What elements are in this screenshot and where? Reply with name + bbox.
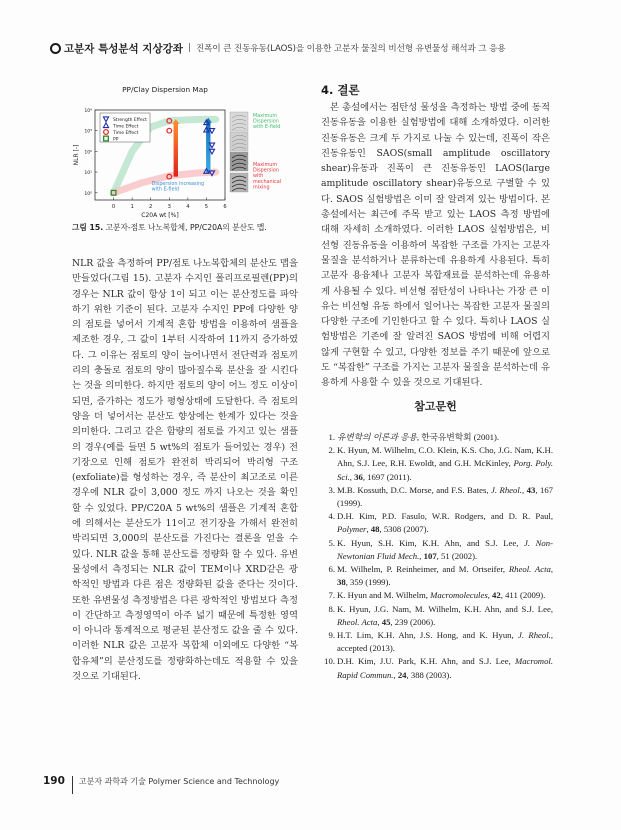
- figure-15: [60, 82, 305, 218]
- x-tick-label: 4: [186, 204, 190, 210]
- legend-label: Time Effect: [113, 130, 139, 136]
- reference-title: 유변학의 이론과 응용,: [337, 432, 420, 442]
- reference-number: 6.: [328, 564, 335, 575]
- annotation-line: with: [253, 173, 264, 180]
- legend-label: Time Effect: [113, 124, 139, 130]
- reference-volume: 24: [397, 669, 407, 680]
- series-title: 고분자 특성분석 지상강좌: [64, 42, 183, 55]
- x-axis-label: C20A wt [%]: [141, 212, 179, 218]
- left-column: [72, 256, 298, 684]
- right-column: [321, 100, 550, 391]
- reference-volume: 43: [526, 484, 536, 495]
- reference-number: 5.: [328, 537, 335, 548]
- header-separator: |: [187, 43, 191, 53]
- reference-volume: 45: [381, 616, 391, 627]
- references-title: 참고문헌: [414, 400, 457, 413]
- section-title-conclusion: 4. 결론: [321, 83, 360, 97]
- reference-journal: J. Rheol.: [491, 484, 522, 495]
- reference-volume: 48: [370, 524, 380, 535]
- x-tick-label: 0: [111, 204, 116, 210]
- reference-journal: J. Non-Newtonian Fluid Mech.: [337, 537, 553, 561]
- conclusion-paragraph: 본 총설에서는 점탄성 물성을 측정하는 방법 중에 동적진동유동을 이용한 실험방법에 대해 소개하였다. 이러한 진동유동은 크게 두 가지로 나눌 수 있는데, 진폭이 작은 진동유동인 SAOS(small amplitude oscillatory shear)유동과 진폭이 큰 진동유동인 LAOS(large amplitude oscillatory shear)유동으로 구별할 수 있다. SAOS 실험방법은 이미 잘 알려져 있는 방법이다. 본 총설에서는 최근에 주목 받고 있는 LAOS 측정 방법에 대해 자세히 소개하였다. 이러한 LAOS 실험방법은, 비선형 진동유동을 이용하여 복잡한 구조를 가지는 고분자물질을 분석하거나 분류하는데 유용하게 사용된다. 특히 고분자 용융체나 고분자 복합재료를 분석하는데 유용하게 사용될 수 있다. 비선형 점탄성이 나타나는 가장 큰 이유는 비선형 유동 하에서 일어나는 복잡한 고분자 물질의 다양한 구조에 기인한다고 할 수 있다. 특히나 LAOS 실험방법은 기존에 잘 알려진 SAOS 방법에 비해 어렵지 않게 구현할 수 있고, 다양한 정보를 주기 때문에 앞으로도 “복잡한” 구조를 가지는 고분자 물질을 분석하는데 유용하게 사용할 수 있을 것으로 기대된다.: [321, 102, 550, 389]
- annotation-line: Maximum: [253, 113, 278, 119]
- reference-number: 10.: [324, 656, 335, 667]
- annotation-line: Dispersion: [253, 118, 279, 125]
- page-number: 190: [43, 775, 65, 787]
- reference-number: 1.: [328, 432, 335, 442]
- reference-number: 8.: [328, 603, 335, 614]
- reference-number: 2.: [328, 445, 335, 456]
- y-tick-label: 10²: [84, 150, 92, 156]
- y-tick-label: 10⁰: [84, 191, 92, 197]
- annotation-line: Maximum: [253, 162, 278, 168]
- body-paragraph: NLR 값을 측정하여 PP/점토 나노복합체의 분산도 맵을 만들었다(그림 15). 고분자 수지인 폴리프로필렌(PP)의 경우는 NLR 값이 항상 1이 되고 이는 분산정도를 파악하기 위한 기준이 된다. 고분자 수지인 PP에 다양한 양의 점토를 넣어서 기계적 혼합 방법을 이용하여 샘플을 제조한 경우, 그 값이 1부터 시작하여 11까지 증가하였다. 그 이유는 점토의 양이 늘어나면서 전단력과 점토끼리의 충돌로 점토의 양이 많아질수록 분산을 잘 시킨다는 것을 의미한다. 하지만 점토의 양이 어느 정도 이상이 되면, 증가하는 정도가 평형상태에 도달한다. 즉 점토의 양을 더 넣어서는 분산도 향상에는 한계가 있다는 것을 의미한다. 그리고 같은 함량의 점토를 가지고 있는 샘플의 경우(예를 들면 5 wt%의 점토가 들어있는 경우) 전기장으로 인해 점토가 완전히 박리되어 박리형 구조(exfoliate)를 형성하는 경우, 즉 분산이 최고조로 이른 경우에 NLR 값이 3,000 정도 까지 나오는 것을 확인 할 수 있었다. PP/C20A 5 wt%의 샘플은 기계적 혼합에 의해서는 분산도가 11이고 전기장을 가해서 완전히 박리되면 3,000의 분산도를 가진다는 결론을 얻을 수 있다. NLR 값을 통해 분산도를 정량화 할 수 있다. 유변물성에서 측정되는 NLR 값이 TEM이나 XRD같은 광학적인 방법과 다른 점은 정량화된 값을 준다는 것이다. 또한 유변물성 측정방법은 다른 광학적인 방법보다 측정이 간단하고 측정영역이 아주 넓기 때문에 특정한 영역이 아니라 통계적으로 평균된 분산정도 값을 줄 수 있다. 이러한 NLR 값은 고분자 복합체 이외에도 다양한 “복합유체”의 분산정도를 정량화하는데도 적용할 수 있을 것으로 기대된다.: [72, 258, 298, 683]
- reference-journal: Polymer: [337, 524, 367, 535]
- chart-title: PP/Clay Dispersion Map: [122, 85, 208, 94]
- x-tick-label: 3: [167, 204, 171, 210]
- y-tick-label: 10¹: [84, 171, 92, 177]
- annotation-max-mixing: [253, 162, 281, 190]
- x-tick-label: 2: [149, 204, 153, 210]
- reference-item: 6. M. Wilhelm, P. Reinheimer, and M. Ortseifer, Rheol. Acta, 38, 359 (1999).: [325, 563, 553, 589]
- caption-label: 그림 15.: [72, 223, 104, 232]
- reference-journal: Rheol. Acta: [337, 616, 378, 627]
- caption-text: 고분자-점토 나노복합체, PP/C20A의 분산도 맵.: [103, 223, 267, 232]
- figure-caption: [72, 222, 267, 233]
- annotation-dispersion-increasing: [152, 181, 205, 193]
- reference-item: 10. D.H. Kim, J.U. Park, K.H. Ahn, and S.J. Lee, Macromol. Rapid Commun., 24, 388 (2003).: [325, 655, 553, 681]
- footer-divider: [72, 776, 73, 794]
- reference-item: 3. M.B. Kossuth, D.C. Morse, and F.S. Bates, J. Rheol., 43, 167 (1999).: [325, 484, 553, 510]
- reference-number: 7.: [328, 590, 335, 601]
- reference-number: 9.: [328, 630, 335, 641]
- annotation-line: mixing: [253, 184, 270, 191]
- reference-number: 3.: [328, 484, 335, 495]
- reference-item: 2. K. Hyun, M. Wilhelm, C.O. Klein, K.S. Cho, J.G. Nam, K.H. Ahn, S.J. Lee, R.H. Ewoldt, and G.H. McKinley, Porg. Poly. Sci., 36, 1697 (2011).: [325, 444, 553, 484]
- reference-item: 8. K. Hyun, J.G. Nam, M. Wilhelm, K.H. Ahn, and S.J. Lee, Rheol. Acta, 45, 239 (2006).: [325, 603, 553, 629]
- annotation-line: mechanical: [253, 178, 282, 185]
- y-axis-label: NLR [-]: [73, 144, 80, 166]
- data-point: [167, 128, 172, 133]
- reference-item: 1. 유변학의 이론과 응용, 한국유변학회 (2001).: [325, 431, 553, 444]
- reference-journal: Porg. Poly. Sci.: [337, 458, 553, 482]
- reference-volume: 42: [492, 590, 501, 601]
- arrow-shaft: [174, 123, 178, 177]
- reference-item: 5. K. Hyun, S.H. Kim, K.H. Ahn, and S.J. Lee, J. Non-Newtonian Fluid Mech., 107, 51 (2002).: [325, 537, 553, 563]
- y-tick-label: 10³: [84, 129, 92, 135]
- reference-volume: 107: [423, 550, 437, 561]
- reference-journal: J. Rheol.: [518, 630, 551, 641]
- annotation-line: with E-field: [151, 186, 179, 193]
- dispersion-map-chart: [60, 82, 305, 218]
- reference-journal: Macromol. Rapid Commun.: [337, 656, 553, 680]
- reference-journal: Rheol. Acta: [508, 564, 551, 575]
- x-tick-label: 1: [130, 204, 134, 210]
- article-title: 진폭이 큰 진동유동(LAOS)을 이용한 고분자 물질의 비선형 유변물성 해석과 그 응용: [195, 44, 506, 54]
- legend-label: PP: [113, 137, 119, 143]
- annotation-line: with E-field: [253, 124, 281, 131]
- page-footer: [43, 772, 279, 790]
- reference-number: 4.: [328, 511, 335, 522]
- y-tick-label: 10⁴: [84, 109, 92, 114]
- annotation-max-efield: [253, 113, 280, 130]
- reference-volume: 36: [354, 471, 363, 482]
- legend-label: Strength Effect: [113, 117, 147, 123]
- x-tick-label: 5: [204, 204, 209, 210]
- reference-item: 9. H.T. Lim, K.H. Ahn, J.S. Hong, and K. Hyun, J. Rheol., accepted (2013).: [325, 629, 553, 655]
- reference-list: [325, 431, 553, 682]
- reference-item: 4. D.H. Kim, P.D. Fasulo, W.R. Rodgers, and D. R. Paul, Polymer, 48, 5308 (2007).: [325, 510, 553, 536]
- annotation-line: Dispersion increasing: [151, 181, 205, 188]
- running-header: [50, 40, 506, 56]
- annotation-line: Dispersion: [253, 167, 279, 174]
- circle-bullet-icon: [50, 43, 61, 54]
- reference-volume: 38: [337, 577, 346, 588]
- reference-journal: Macromolecules: [430, 590, 488, 601]
- reference-item: 7. K. Hyun and M. Wilhelm, Macromolecules, 42, 411 (2009).: [325, 589, 553, 602]
- x-tick-label: 6: [223, 204, 227, 210]
- journal-name: 고분자 과학과 기술 Polymer Science and Technology: [78, 776, 280, 786]
